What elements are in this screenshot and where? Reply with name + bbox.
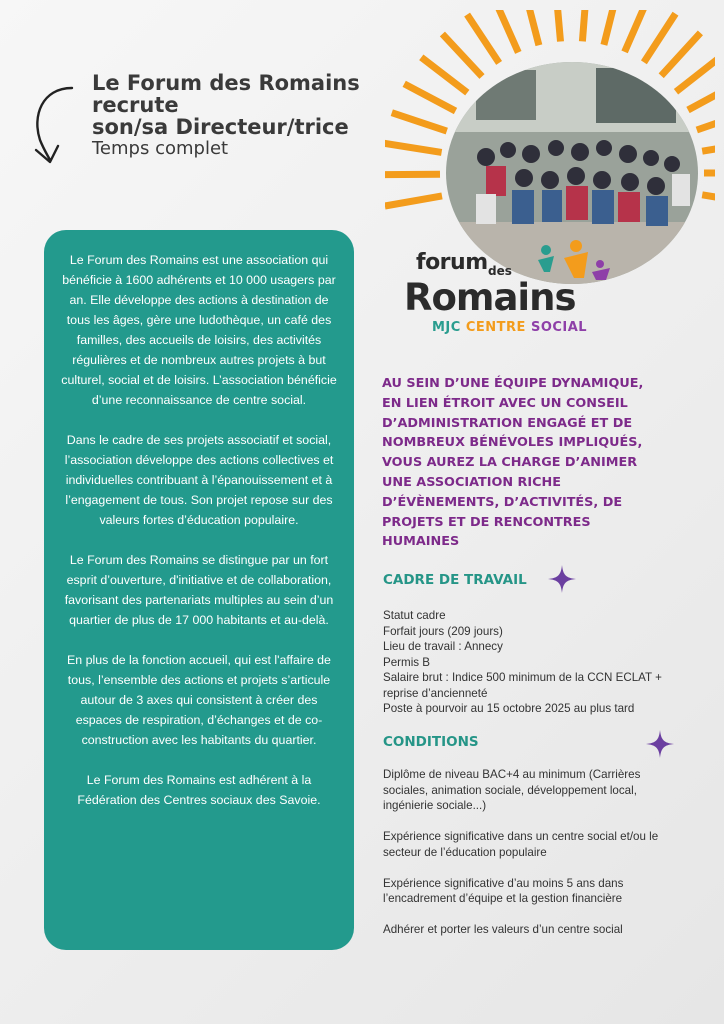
cadre-list bbox=[383, 608, 673, 717]
sun-ray bbox=[467, 15, 499, 63]
sun-ray bbox=[404, 84, 455, 111]
sun-ray bbox=[392, 113, 447, 131]
list-item: Expérience significative d’au moins 5 ans dans l’encadrement d’équipe et la gestion financière bbox=[383, 876, 624, 905]
list-item: Expérience significative dans un centre social et/ou le secteur de l’éducation populaire bbox=[383, 830, 659, 859]
sun-ray bbox=[676, 56, 715, 92]
description-paragraph: Le Forum des Romains est adhérent à la Fédération des Centres sociaux des Savoie. bbox=[77, 773, 321, 807]
list-item: Forfait jours (209 jours) bbox=[383, 624, 503, 638]
description-paragraph: Le Forum des Romains se distingue par un fort esprit d’ouverture, d'initiative et de collaboration, favorisant des partenariats multiples au sein d’un quartier de plus de 17 000 habitants et au-delà. bbox=[64, 553, 334, 627]
list-item: Diplôme de niveau BAC+4 au minimum (Carrières sociales, animation sociale, développement local, ingénierie sociale...) bbox=[383, 768, 641, 812]
list-item: Adhérer et porter les valeurs d’un centre social bbox=[383, 923, 623, 936]
sun-ray bbox=[702, 142, 715, 152]
logo-des: des bbox=[488, 264, 512, 278]
logo-romains: Romains bbox=[404, 276, 576, 319]
title-line-3: son/sa Directeur/trice bbox=[92, 115, 349, 139]
sun-ray bbox=[702, 195, 715, 205]
logo-tag-centre: CENTRE bbox=[465, 320, 526, 335]
page-title bbox=[92, 72, 382, 160]
description-paragraph: Le Forum des Romains est une association qui bénéficie à 1600 adhérents et 10 000 usagers par an. Elle développe des actions à destination de tous les âges, gère une ludothèque, un café des familles, des accueils de loisirs, des activités régulières et de nombreux autres projets à but culturel, social et de loisirs. L’association bénéficie d’une reconnaissance de centre social. bbox=[61, 253, 337, 407]
sun-ray bbox=[644, 14, 676, 63]
sun-ray bbox=[661, 33, 700, 76]
list-item: Poste à pourvoir au 15 octobre 2025 au plus tard bbox=[383, 702, 635, 715]
description-paragraph: En plus de la fonction accueil, qui est l'affaire de tous, l’ensemble des actions et projets s’articule autour de 3 axes qui consistent à créer des espaces de respiration, d’échanges et de co-construction avec les habitants du quartier. bbox=[67, 653, 331, 747]
mission-intro: AU SEIN D’UNE ÉQUIPE DYNAMIQUE, EN LIEN ÉTROIT AVEC UN CONSEIL D’ADMINISTRATION ENGAGÉ ET DE NOMBREUX BÉNÉVOLES IMPLIQUÉS, VOUS AUREZ LA CHARGE D’ANIMER UNE ASSOCIATION RICHE D’ÉVÈNEMENTS, D’ACTIVITÉS, DE PROJETS ET DE RENCONTRES HUMAINES bbox=[382, 376, 644, 550]
sun-ray bbox=[625, 10, 648, 52]
list-item: Permis B bbox=[383, 655, 431, 669]
sun-ray bbox=[385, 196, 442, 206]
title-line-2: recrute bbox=[92, 93, 179, 117]
logo-forum: forum bbox=[416, 250, 488, 275]
list-item: Lieu de travail : Annecy bbox=[383, 640, 503, 653]
forum-des-romains-logo bbox=[402, 240, 602, 340]
title-subtitle: Temps complet bbox=[92, 138, 229, 159]
sun-ray bbox=[442, 34, 482, 77]
sun-ray bbox=[524, 10, 539, 45]
sun-ray bbox=[604, 10, 618, 45]
logo-tag-social: SOCIAL bbox=[530, 320, 588, 335]
sun-ray bbox=[582, 10, 587, 41]
sun-ray bbox=[697, 111, 715, 130]
sun-ray bbox=[555, 10, 560, 42]
list-item: Statut cadre bbox=[383, 609, 446, 622]
sun-ray bbox=[421, 57, 467, 92]
curved-arrow-icon bbox=[28, 82, 88, 168]
sun-ray bbox=[688, 82, 715, 110]
sparkle-star-icon bbox=[548, 565, 576, 593]
logo-tagline bbox=[432, 320, 587, 335]
description-card bbox=[44, 230, 354, 950]
sparkle-star-icon bbox=[646, 730, 674, 758]
list-item: Salaire brut : Indice 500 minimum de la CCN ECLAT + reprise d’ancienneté bbox=[383, 671, 662, 700]
conditions-list bbox=[383, 767, 673, 953]
conditions-title: CONDITIONS bbox=[383, 734, 479, 750]
logo-tag-mjc: MJC bbox=[432, 320, 461, 335]
description-paragraph: Dans le cadre de ses projets associatif et social, l’association développe des actions collectives et individuelles contribuant à l’épanouissement et à l’engagement de tous. Son projet repose sur des valeurs fortes d’éducation populaire. bbox=[64, 433, 334, 527]
sun-ray bbox=[385, 174, 440, 175]
cadre-title: CADRE DE TRAVAIL bbox=[383, 572, 527, 588]
sun-ray bbox=[495, 10, 519, 52]
sun-ray bbox=[385, 143, 442, 152]
title-line-1: Le Forum des Romains bbox=[92, 71, 360, 95]
